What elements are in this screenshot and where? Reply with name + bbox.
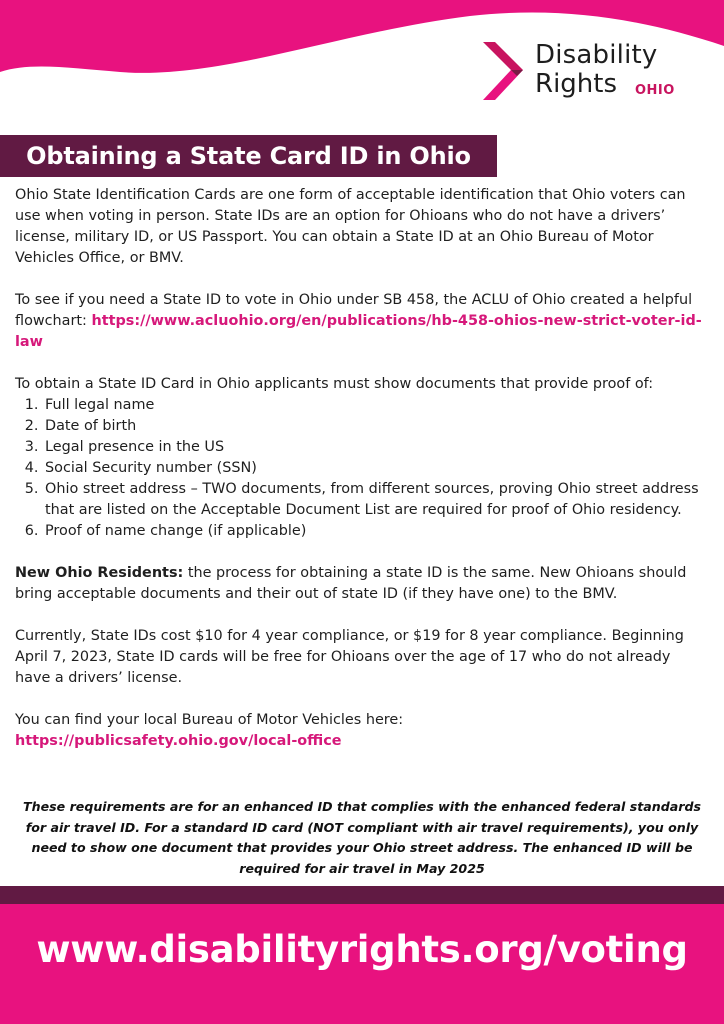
list-item: 6. Proof of name change (if applicable) <box>43 521 709 542</box>
chevron-arrow-icon <box>481 38 527 102</box>
residents-paragraph <box>15 563 709 605</box>
documents-list <box>15 395 709 542</box>
enhanced-id-note: These requirements are for an enhanced ID that complies with the enhanced federal standards for air travel ID. For a standard ID card (NOT compliant with air travel requirements), you only need to show one document that provides your Ohio street address. The enhanced ID will be required for air travel in May 2025 <box>23 799 701 876</box>
bmv-local-office-link[interactable]: https://publicsafety.ohio.gov/local-office <box>15 733 342 749</box>
footer-banner <box>0 904 724 1024</box>
logo-word-disability: Disability <box>535 40 658 70</box>
logo-word-rights: Rights <box>535 69 618 99</box>
list-item: 5. Ohio street address – TWO documents, from different sources, proving Ohio street address that are listed on the Acceptable Document List are required for proof of Ohio residency. <box>43 479 709 521</box>
logo-word-ohio: OHIO <box>635 83 675 98</box>
list-item: 2. Date of birth <box>43 416 709 437</box>
title-band <box>0 135 497 177</box>
aclu-flowchart-link[interactable]: https://www.acluohio.org/en/publications/hb-458-ohios-new-strict-voter-id-law <box>15 313 702 350</box>
bmv-link-line <box>15 731 709 752</box>
logo <box>481 38 681 108</box>
list-item: 4. Social Security number (SSN) <box>43 458 709 479</box>
main-content <box>15 185 709 752</box>
cost-paragraph: Currently, State IDs cost $10 for 4 year compliance, or $19 for 8 year compliance. Beginning April 7, 2023, State ID cards will be free for Ohioans over the age of 17 who do not already have a drivers’ license. <box>15 628 684 686</box>
bmv-text: You can find your local Bureau of Motor Vehicles here: <box>15 712 404 728</box>
intro-paragraph: Ohio State Identification Cards are one form of acceptable identification that Ohio voters can use when voting in person. State IDs are an option for Ohioans who do not have a drivers’ license, military ID, or US Passport. You can obtain a State ID at an Ohio Bureau of Motor Vehicles Office, or BMV. <box>15 187 686 266</box>
footer-stripe <box>0 886 724 904</box>
flowchart-text: To see if you need a State ID to vote in Ohio under SB 458, the ACLU of Ohio created a helpful flowchart: <box>15 292 693 329</box>
flowchart-paragraph <box>15 290 709 353</box>
footer-url[interactable]: www.disabilityrights.org/voting <box>36 928 688 971</box>
documents-lead: To obtain a State ID Card in Ohio applicants must show documents that provide proof of: <box>15 376 654 392</box>
residents-label: New Ohio Residents: <box>15 565 184 581</box>
residents-text: the process for obtaining a state ID is the same. New Ohioans should bring acceptable documents and their out of state ID (if they have one) to the BMV. <box>15 565 687 602</box>
list-item: 1. Full legal name <box>43 395 709 416</box>
list-item: 3. Legal presence in the US <box>43 437 709 458</box>
page-title: Obtaining a State Card ID in Ohio <box>26 142 471 170</box>
